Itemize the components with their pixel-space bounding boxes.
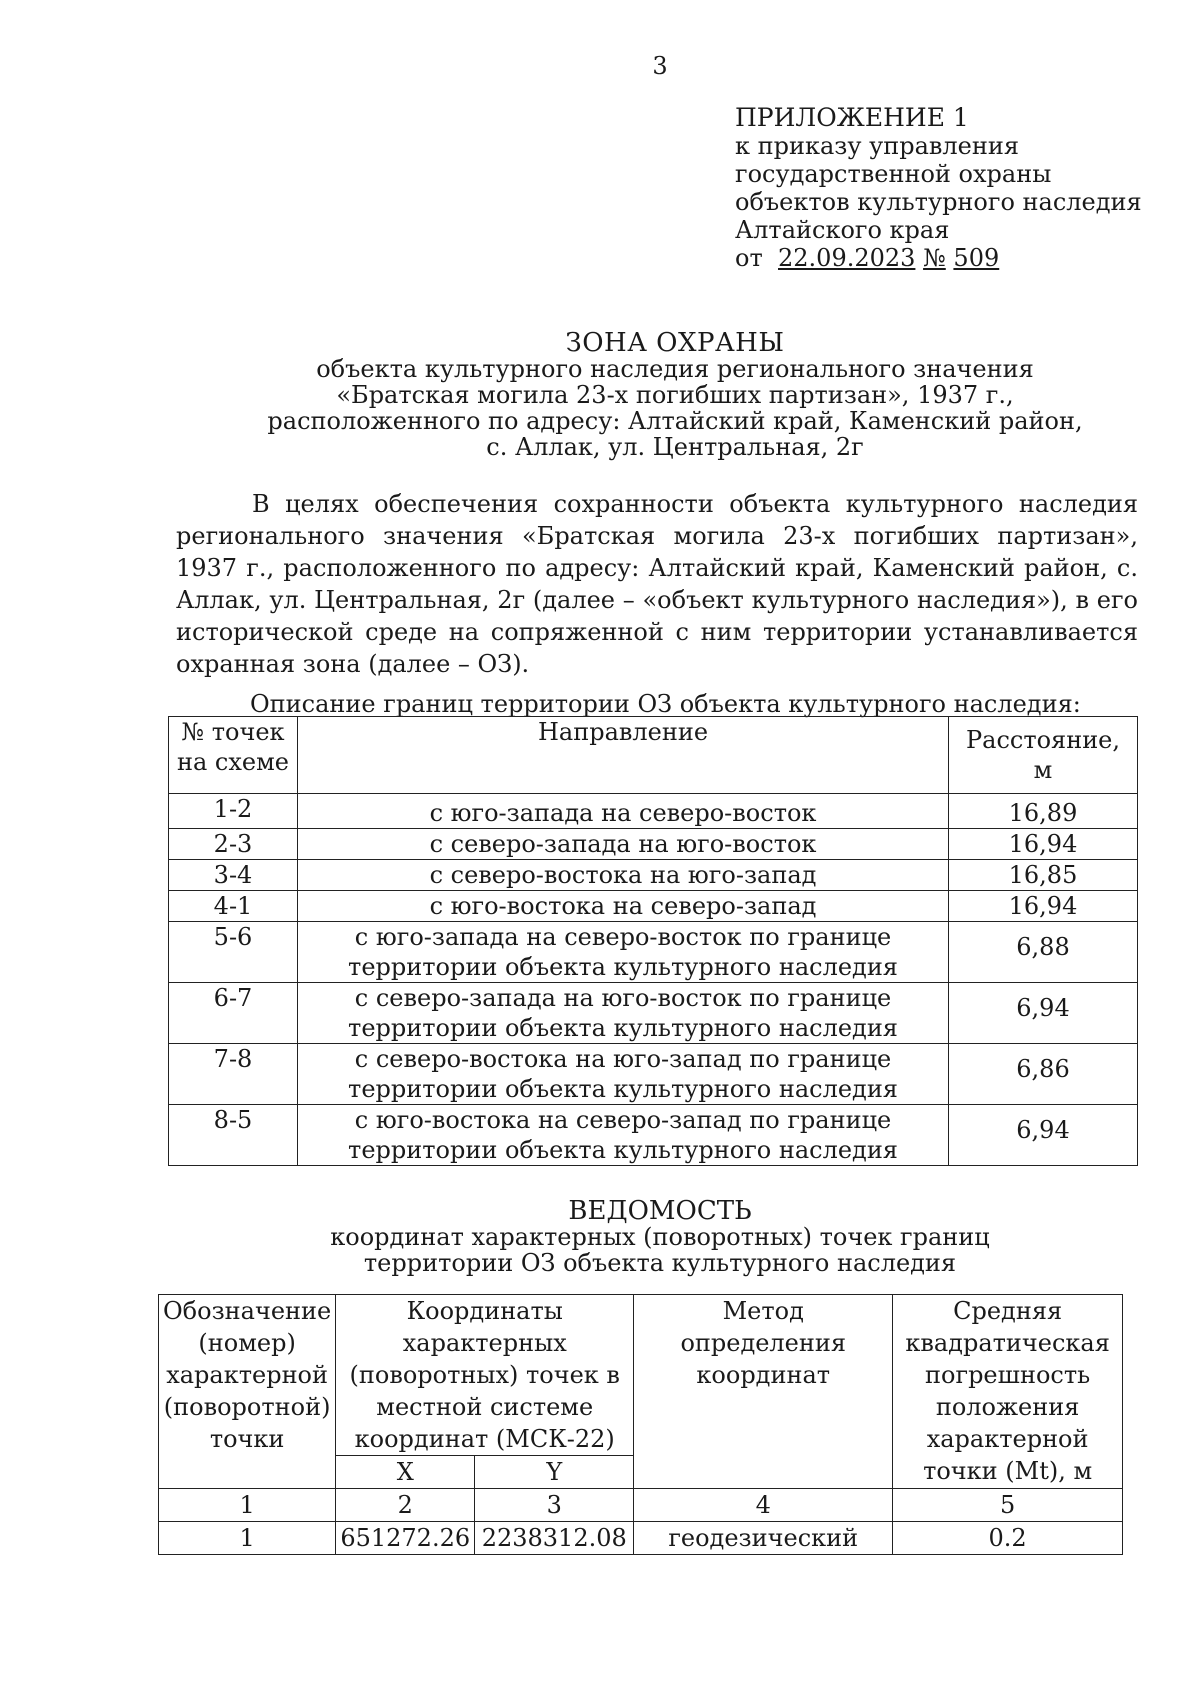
appendix-date-line: [735, 244, 1142, 272]
header-error: Средняя квадратическая погрешность положения характерной точки (Mt), м: [893, 1295, 1123, 1489]
cell-direction: с юго-востока на северо-запад по границе территории объекта культурного наследия: [298, 1105, 949, 1166]
table-header-row: [159, 1295, 1123, 1456]
header-points: № точек на схеме: [169, 717, 298, 794]
cell-y: 2238312.08: [475, 1522, 634, 1555]
cell-direction: с северо-востока на юго-запад по границе территории объекта культурного наследия: [298, 1044, 949, 1105]
appendix-line: объектов культурного наследия: [735, 188, 1142, 216]
statement-heading: ВЕДОМОСТЬ: [568, 1196, 752, 1226]
table-row: [169, 983, 1138, 1044]
intro-text: В целях обеспечения сохранности объекта культурного наследия регионального значения «Братская могила 23-х погибших партизан», 1937 г., расположенного по адресу: Алтайский край, Каменский район, с. Аллак, ул. Центральная, 2г (далее – «объект культурного наследия»), в его исторической среде на сопряженной с ним территории устанавливается охранная зона (далее – ОЗ).: [176, 490, 1138, 678]
index-cell: 3: [475, 1489, 634, 1522]
cell-points: 3-4: [169, 860, 298, 891]
index-cell: 2: [336, 1489, 475, 1522]
cell-points: 8-5: [169, 1105, 298, 1166]
table-row: [169, 1105, 1138, 1166]
appendix-from: от: [735, 244, 763, 272]
cell-distance: 6,94: [949, 983, 1138, 1044]
appendix-line: государственной охраны: [735, 160, 1052, 188]
appendix-label: ПРИЛОЖЕНИЕ 1: [735, 103, 969, 132]
appendix-number: 509: [953, 244, 1000, 272]
appendix-line: к приказу управления: [735, 132, 1020, 160]
page-number: 3: [652, 52, 668, 80]
boundaries-table: [168, 716, 1138, 1166]
statement-line: координат характерных (поворотных) точек границ: [330, 1223, 990, 1251]
cell-distance: 16,89: [949, 794, 1138, 829]
coordinates-table: [158, 1294, 1123, 1555]
cell-direction: с северо-запада на юго-восток: [298, 829, 949, 860]
cell-points: 6-7: [169, 983, 298, 1044]
index-cell: 4: [634, 1489, 893, 1522]
table-row: [159, 1522, 1123, 1555]
header-direction: Направление: [298, 717, 949, 794]
title-line: расположенного по адресу: Алтайский край, Каменский район,: [267, 407, 1083, 435]
cell-direction: с юго-запада на северо-восток по границе территории объекта культурного наследия: [298, 922, 949, 983]
table-row: [169, 829, 1138, 860]
cell-points: 7-8: [169, 1044, 298, 1105]
cell-distance: 6,86: [949, 1044, 1138, 1105]
table-index-row: [159, 1489, 1123, 1522]
table-row: [169, 860, 1138, 891]
index-cell: 5: [893, 1489, 1123, 1522]
appendix-no-sign: №: [923, 244, 946, 272]
cell-distance: 6,94: [949, 1105, 1138, 1166]
cell-x: 651272.26: [336, 1522, 475, 1555]
cell-method: геодезический: [634, 1522, 893, 1555]
cell-designation: 1: [159, 1522, 336, 1555]
table-header-row: [169, 717, 1138, 794]
cell-distance: 16,85: [949, 860, 1138, 891]
cell-points: 5-6: [169, 922, 298, 983]
title-line: «Братская могила 23-х погибших партизан», 1937 г.,: [336, 381, 1014, 409]
title-heading: ЗОНА ОХРАНЫ: [565, 328, 785, 358]
table-row: [169, 794, 1138, 829]
table-row: [169, 891, 1138, 922]
header-method: Метод определения координат: [634, 1295, 893, 1489]
header-x: X: [336, 1456, 475, 1489]
statement-title: [270, 1198, 1050, 1276]
cell-distance: 16,94: [949, 891, 1138, 922]
index-cell: 1: [159, 1489, 336, 1522]
table-row: [169, 1044, 1138, 1105]
appendix-block: [735, 104, 1142, 272]
cell-points: 4-1: [169, 891, 298, 922]
cell-direction: с юго-запада на северо-восток: [298, 794, 949, 829]
cell-direction: с северо-запада на юго-восток по границе территории объекта культурного наследия: [298, 983, 949, 1044]
title-line: с. Аллак, ул. Центральная, 2г: [486, 433, 864, 461]
cell-direction: с юго-востока на северо-запад: [298, 891, 949, 922]
cell-direction: с северо-востока на юго-запад: [298, 860, 949, 891]
appendix-date: 22.09.2023: [778, 244, 916, 272]
table-row: [169, 922, 1138, 983]
intro-paragraph: [176, 488, 1138, 680]
document-title: [250, 330, 1100, 460]
header-coordinates: Координаты характерных (поворотных) точек в местной системе координат (МСК-22): [336, 1295, 634, 1456]
title-line: объекта культурного наследия регионального значения: [316, 355, 1034, 383]
cell-distance: 6,88: [949, 922, 1138, 983]
appendix-line: Алтайского края: [735, 216, 950, 244]
statement-line: территории ОЗ объекта культурного наследия: [363, 1249, 957, 1277]
header-distance: Расстояние, м: [949, 717, 1138, 794]
header-y: Y: [475, 1456, 634, 1489]
cell-points: 2-3: [169, 829, 298, 860]
header-designation: Обозначение (номер) характерной (поворотной) точки: [159, 1295, 336, 1489]
boundaries-caption: Описание границ территории ОЗ объекта культурного наследия:: [250, 690, 1081, 718]
cell-error: 0.2: [893, 1522, 1123, 1555]
cell-distance: 16,94: [949, 829, 1138, 860]
cell-points: 1-2: [169, 794, 298, 829]
